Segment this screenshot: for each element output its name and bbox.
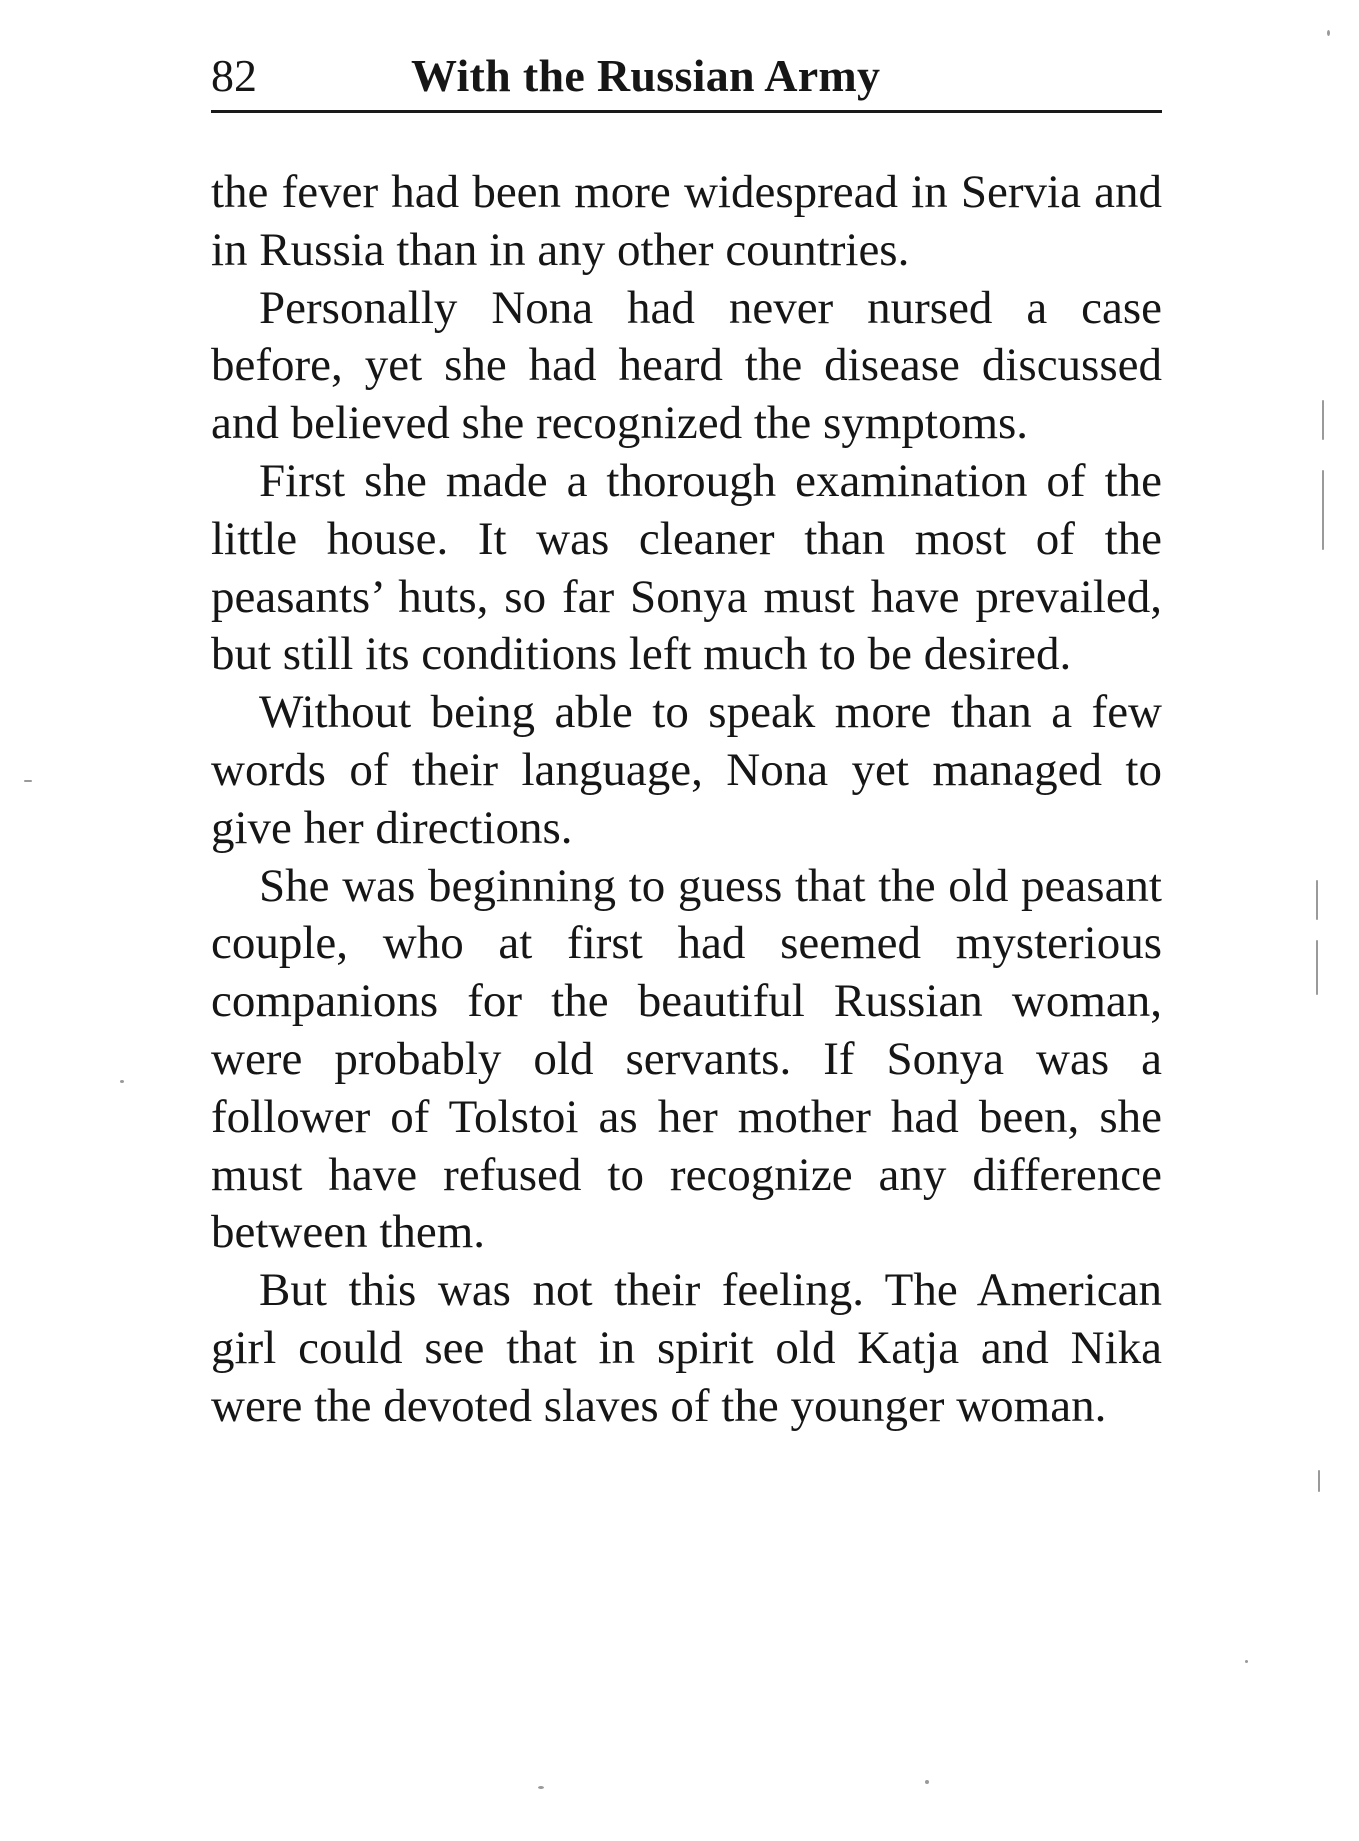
scan-speck bbox=[1322, 400, 1324, 440]
paragraph-5: She was beginning to guess that the old peasant couple, who at first had seemed mysterious companions for the beautiful Russian woman, were probably old servants. If Sonya was a follower of Tolstoi as her mother had been, she must have refused to recognize any difference between them. bbox=[211, 859, 1162, 1259]
scan-speck bbox=[1316, 880, 1318, 920]
paragraph-6: But this was not their feeling. The American girl could see that in spirit old Katja and Nika were the devoted slaves of the younger woman. bbox=[211, 1264, 1162, 1432]
running-title: With the Russian Army bbox=[411, 50, 881, 101]
scan-speck bbox=[925, 1780, 929, 1784]
paragraph-4: Without being able to speak more than a few words of their language, Nona yet managed to give her directions. bbox=[211, 686, 1162, 854]
scan-speck bbox=[1327, 30, 1330, 36]
scan-speck bbox=[1322, 470, 1324, 550]
paragraph-1: the fever had been more widespread in Servia and in Russia than in any other countries. bbox=[211, 166, 1162, 276]
page-number: 82 bbox=[211, 50, 257, 101]
paragraph-3: First she made a thorough examination of the little house. It was cleaner than most of the peasants’ huts, so far Sonya must have prevailed, but still its conditions left much to be desired. bbox=[211, 454, 1162, 681]
header-rule bbox=[211, 110, 1162, 113]
scan-speck bbox=[120, 1080, 124, 1083]
scan-speck bbox=[1316, 940, 1318, 995]
body-text bbox=[211, 164, 1162, 1436]
running-head bbox=[211, 40, 1161, 110]
paragraph-2: Personally Nona had never nursed a case before, yet she had heard the disease discussed and believed she recognized the symptoms. bbox=[211, 281, 1162, 450]
scan-speck bbox=[24, 780, 32, 782]
scan-speck bbox=[1245, 1660, 1248, 1663]
scan-speck bbox=[538, 1786, 544, 1789]
scan-speck bbox=[1318, 1470, 1320, 1492]
